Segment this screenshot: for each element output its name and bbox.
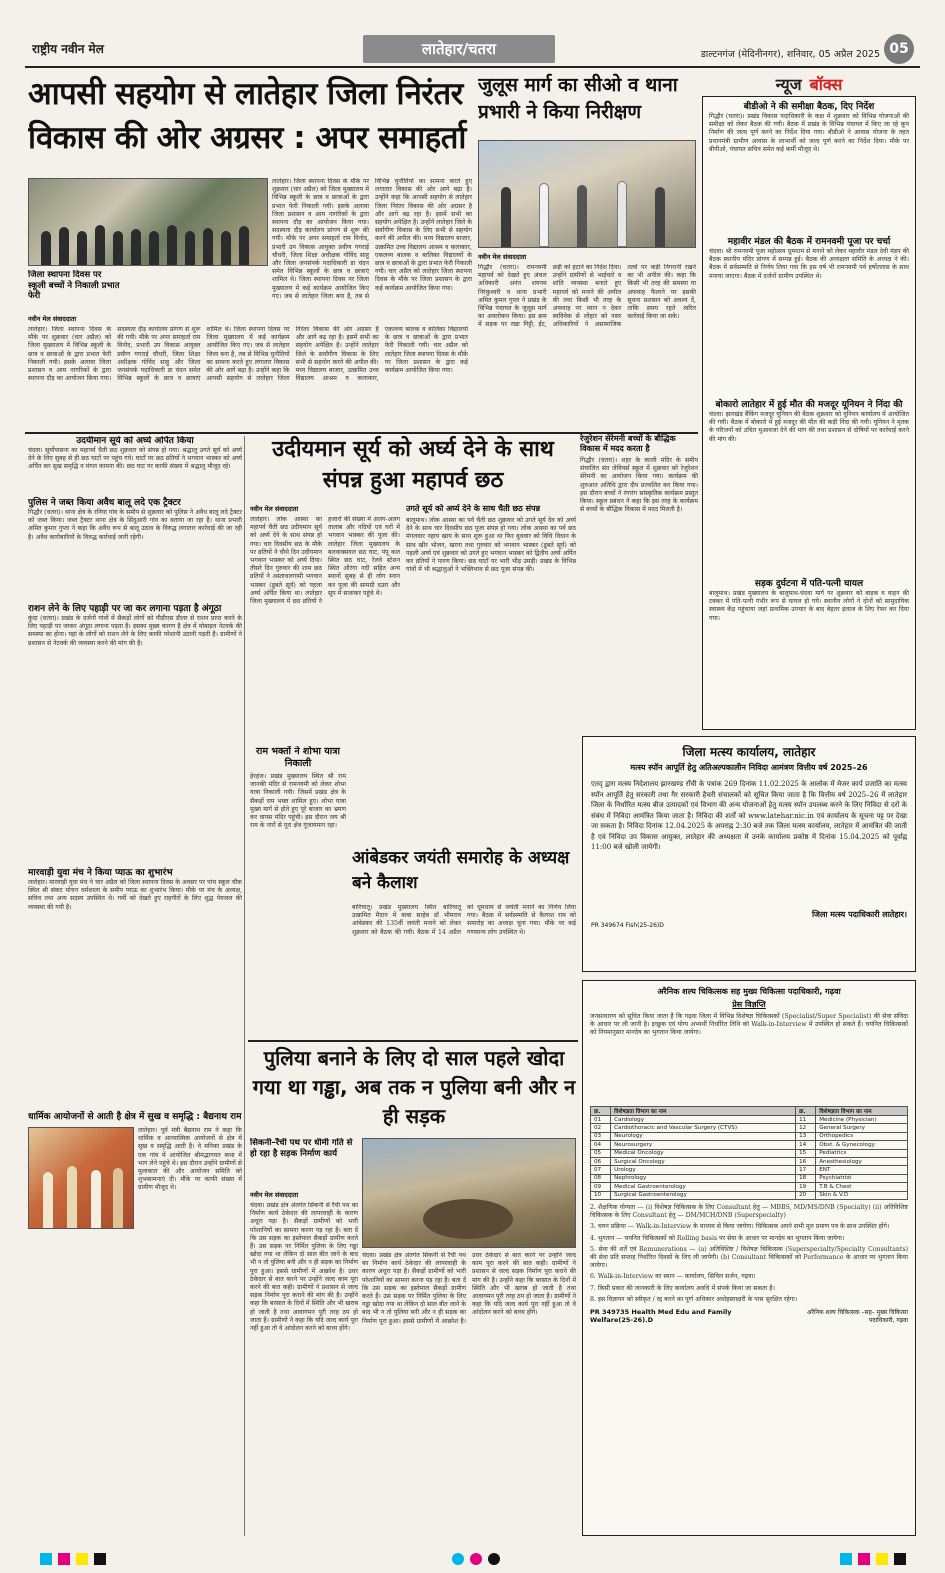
registration-mark-cyan [452,1553,464,1565]
culvert-photo [362,1138,576,1248]
health-points [590,1204,908,1304]
juloos-photo [478,140,696,248]
left-brief-2-body: गिद्धौर (चतरा)। थाना क्षेत्र के रनिया गांव के समीप से शुक्रवार को पुलिस ने अवैध बालू लदे ट्रैक्टर को जब्त किया। जब्त ट्रैक्टर थाना क्षेत्र के सिंदुआरी गांव का बताया जा रहा है। थाना प्रभारी अमित कुमार गुप्ता ने कहा कि अवैध रूप से बालू उठाव के विरुद्ध लगातार कार्रवाई की जा रही है। अवैध कारोबारियों के विरुद्ध कार्रवाई जारी रहेगी। [28,509,242,541]
table-cell: 01 [591,1116,611,1124]
table-cell: Medicine (Physician) [816,1116,908,1124]
lead-headline-text: आपसी सहयोग से लातेहार जिला निरंतर विकास की ओर अग्रसर : अपर समाहर्ता [28,76,466,156]
juloos-body [478,264,696,430]
registration-mark-yellow [76,1553,88,1565]
table-row [591,1166,908,1174]
registration-mark-magenta [470,1553,482,1565]
table-cell: 15 [796,1149,816,1157]
ram-story-body: हेरहंज। प्रखंड मुख्यालय स्थित श्री राम जानकी मंदिर से रामनवमी को लेकर शोभा यात्रा निकाली गयी। जिसमें प्रखंड क्षेत्र के सैकड़ों राम भक्त शामिल हुए। शोभा यात्रा मुख्य मार्ग से होते हुए पूरे बाजार का भ्रमण कर वापस मंदिर पहुंची। इस दौरान जय श्री राम के नारों से पूरा क्षेत्र गूंजायमान रहा। [250,773,346,830]
table-header-cell: क्र. [591,1107,611,1116]
table-cell: General Surgery [816,1124,908,1132]
photo-caption-text: जिला स्थापना दिवस पर स्कूली बच्चों ने निकाली प्रभात फेरी [28,270,120,301]
table-row [591,1174,908,1182]
table-cell: 20 [796,1191,816,1199]
news-item-2-head: महावीर मंडल की बैठक में रामनवमी पूजा पर चर्चा [727,237,891,247]
culvert-headline [250,1044,578,1134]
ambedkar-body [352,904,576,1036]
table-cell: Surgical Gastroenterology [611,1191,796,1199]
table-cell: Neurosurgery [611,1141,796,1149]
masthead-title: राष्ट्रीय नवीन मेल [32,42,104,56]
news-item-3-body: चंदवा। झारखंड बैंकिंग मजदूर यूनियन की बैठक शुक्रवार को यूनियन कार्यालय में आयोजित की गयी। बैठक में बोकारो में हुई मजदूर की मौत की कड़ी निंदा की गयी। यूनियन ने मृतक के परिजनों को उचित मुआवजा देने की मांग की तथा प्रशासन से दोषियों पर कार्रवाई करने की मांग की। [709,411,909,443]
left-brief-3-head: राशन लेने के लिए पहाड़ी पर जा कर लगाना पड़ता है अंगूठा [28,604,222,614]
table-cell: Orthopedics [816,1132,908,1140]
table-cell: 16 [796,1157,816,1165]
table-cell: 05 [591,1149,611,1157]
table-cell: 09 [591,1183,611,1191]
registration-mark-yellow [876,1553,888,1565]
registration-mark-magenta [58,1553,70,1565]
left-brief-5-photo [28,1127,134,1229]
ambedkar-headline-text: आंबेडकर जयंती समारोह के अध्यक्ष बने कैलाश [352,848,570,893]
header-rule [25,66,920,68]
juloos-headline [478,72,696,138]
chhath-byline-text: नवीन मेल संवाददाता [250,505,299,513]
juloos-headline-text: जुलूस मार्ग का सीओ व थाना प्रभारी ने किया निरीक्षण [478,74,678,123]
kids-story-body: गिद्धौर (चतरा)। शहर के काली मंदिर के समीप संचालित संत जेवियर्स स्कूल में शुक्रवार को रेजुरेशन सेरेमनी का आयोजन किया गया। कार्यक्रम की शुरुआत अतिथि द्वारा दीप प्रज्वलित कर किया गया। इस दौरान बच्चों ने रंगारंग सांस्कृतिक कार्यक्रम प्रस्तुत किया। स्कूल प्रबंधन ने कहा कि इस तरह के कार्यक्रम से बच्चों के बौद्धिक विकास में मदद मिलती है। [580,457,698,514]
health-point: 3. चयन प्रक्रिया — Walk-in-Interview के माध्यम से किया जायेगा। चिकित्सक अपने सभी मूल प्रमाण पत्र के साथ उपस्थित होंगे। [590,1223,890,1231]
table-cell: Cardiothoracic and Vascular Surgery (CTVS) [611,1124,796,1132]
health-notice: प्रेस विज्ञप्ति [732,1000,766,1009]
table-cell: Pediatrics [816,1149,908,1157]
ambedkar-headline [352,846,572,902]
health-signatory: अरैनिक शल्य चिकित्सक –सह– मुख्य चिकित्सा पदाधिकारी, गढ़वा [807,1308,908,1324]
chhath-headline [250,434,576,500]
culvert-body-2 [362,1252,576,1532]
table-cell: 02 [591,1124,611,1132]
table-cell: 08 [591,1174,611,1182]
table-header-cell: विशेषज्ञता विभाग का नाम [611,1107,796,1116]
table-header-cell: क्र. [796,1107,816,1116]
table-cell: 06 [591,1157,611,1165]
left-brief-4-body: लातेहार। मारवाड़ी युवा मंच ने चार अप्रैल को जिला स्थापना दिवस के अवसर पर पांच स्कूल चौक स्थित श्री संकट मोचन धर्मशाला के समीप प्याऊ का शुभारंभ किया। मौके पर मंच के अध्यक्ष, सचिव तथा अन्य सदस्य उपस्थित थे। गर्मी को देखते हुए राहगीरों के लिए शुद्ध पेयजल की व्यवस्था की गयी है। [28,879,242,911]
table-cell: Urology [611,1166,796,1174]
left-brief-1-head: उदयीमान सूर्य को अर्घ्य अर्पित किया [76,436,194,446]
dateline [610,42,880,58]
lead-body [28,326,468,430]
chhath-substory [406,504,576,742]
registration-mark-cyan [40,1553,52,1565]
culvert-headline-text: पुलिया बनाने के लिए दो साल पहले खोदा गया था गड्ढा, अब तक न पुलिया बनी और न ही सड़क [252,1046,576,1128]
lead-photo-caption [28,270,120,310]
table-cell: 03 [591,1132,611,1140]
section-title: लातेहार/चतरा [421,40,497,58]
juloos-byline [478,252,548,262]
tender-office: जिला मत्स्य कार्यालय, लातेहार [682,745,816,759]
kids-story-head: रेजुरेशन सेरेमनी बच्चों के बौद्धिक विकास में मदद करता है [580,434,676,453]
table-cell: 07 [591,1166,611,1174]
masthead [32,38,212,58]
left-brief-1-body: चंदवा। सूर्योपासना का महापर्व चैती छठ शुक्रवार को संपन्न हो गया। श्रद्धालु उगते सूर्य को अर्घ्य देने के लिए सुबह से ही छठ घाटों पर पहुंच गये। घाटों पर छठ व्रतियों ने भगवान भास्कर को अर्घ्य अर्पित कर सुख समृद्धि व मंगल कामना की। छठ घाट पर काफी संख्या में श्रद्धालु मौजूद रहे। [28,447,242,471]
lead-photo [28,178,268,266]
lead-byline-text: नवीन मेल संवाददाता [28,315,77,323]
tender-title: मत्स्य स्पॉन आपूर्ति हेतु अतिअल्पकालीन निविदा आमंत्रण वित्तीय वर्ष 2025–26 [630,763,868,772]
table-row [591,1149,908,1157]
section-banner [363,35,555,63]
left-brief-2-head: पुलिस ने जब्त किया अवैध बालू लदे एक ट्रैक्टर [28,498,181,508]
table-cell: Cardiology [611,1116,796,1124]
culvert-body-text: चंदवा। प्रखंड क्षेत्र अंतर्गत सिकनी से रैंची पथ का निर्माण कार्य ठेकेदार की लापरवाही के कारण अधूरा पड़ा है। सैकड़ों ग्रामीणों को भारी परेशानियों का सामना करना पड़ रहा है। बता दें कि उस सड़क का इस्तेमाल सैकड़ों ग्रामीण करते हैं। उस सड़क पर निर्मित पुलिया के लिए गड्ढा खोदा गया था लेकिन दो साल बीत जाने के बाद भी न तो पुलिया बनी और न ही सड़क का निर्माण पूरा हुआ। इससे ग्रामीणों में आक्रोश है। उधर ठेकेदार से बात करने पर उन्होंने जल्द काम पूरा करने की बात कही। ग्रामीणों ने प्रशासन से जल्द सड़क निर्माण पूरा कराने की मांग की है। उन्होंने कहा कि बरसात के दिनों में स्थिति और भी खराब हो जाती है तथा आवागमन पूरी तरह ठप हो जाता है। ग्रामीणों ने कहा कि यदि जल्द कार्य पूरा नहीं हुआ तो वे आंदोलन करने को बाध्य होंगे। [250,1202,358,1333]
lead-byline [28,314,120,324]
table-cell: Psychiatrist [816,1174,908,1182]
lead-headline [28,72,476,172]
registration-mark-black [488,1553,500,1565]
tender-pr: PR 349674 Fish(25-26)D [591,922,664,929]
table-row [591,1141,908,1149]
left-brief-5-body: लातेहार। पूर्व मंत्री बैद्यनाथ राम ने कहा कि धार्मिक व आध्यात्मिक आयोजनों से क्षेत्र में सुख व समृद्धि आती है। वे मनिका प्रखंड के एक गांव में आयोजित श्रीमद्भागवत कथा में भाग लेने पहुंचे थे। इस दौरान उन्होंने ग्रामीणों से मुलाकात की और आयोजन समिति को शुभकामनाएं दी। मौके पर काफी संख्या में ग्रामीण मौजूद थे। [138,1127,242,1192]
kids-story [580,434,698,744]
juloos-body-text: गिद्धौर (चतरा)। रामनवमी महापर्व को देखते हुए अंचल अधिकारी अनंत शयनम निरंकुश्वरी व थाना प्रभारी अमित कुमार गुप्ता ने प्रखंड के विभिन्न पंचायत के जुलूस मार्ग का अवलोकन किया। इस क्रम में सड़क पर रखा गिट्टी, ईंट, छड़ी को हटाने का निर्देश दिया। उन्होंने ग्रामीणों से भाईचारे व शांति व्यवस्था बनाते हुए महापर्व को मनाने की अपील की तथा किसी भी तरह के अफवाह पर ध्यान न देकर स्वविवेक से लोहार को नसर अधिकारियों ने असामाजिक तत्वों पर कड़ी निगरानी रखने का भी अपील की। कहा कि किसी भी तरह की समस्या या अफवाह फैलाने पर इसकी सूचना प्रशासन को अवश्य दें, ताकि समय रहते त्वरित कार्रवाई किया जा सके। [478,264,696,329]
health-ad [582,980,916,1536]
culvert-kicker [250,1138,358,1186]
table-row [591,1183,908,1191]
news-item-3-head: बोकारो लातेहार में हुई मौत की मजदूर यूनियन ने निंदा की [715,400,903,410]
health-point: 7. किसी प्रकार की जानकारी के लिए कार्यालय अवधि में संपर्क किया जा सकता है। [590,1284,775,1292]
table-cell: Surgical Oncology [611,1157,796,1165]
table-cell: Nephrology [611,1174,796,1182]
chhath-sub-body: बालूमाथ। लोक आस्था का पर्व चैती छठ शुक्रवार को उगते सूर्य देव को अर्घ्य देने के साथ चार दिवसीय छठ पूजा संपन्न हो गया। लोक आस्था का पर्व छठ मंगलवार नहाय खाय के साथ शुरू हुआ था फिर बुधवार को विधि विधान के साथ खीर भोजन, खरना तथा गुरुवार को भगवान भास्कर (डूबते सूर्य) को पहली अर्घ्य एवं शुक्रवार को उगते हुए भगवान भास्कर को द्वितीय अर्घ्य अर्पित कर व्रतियों ने पारण किया। छठ घाटों पर भारी भीड़ उमड़ी। प्रखंड के विभिन्न गांवों में भी श्रद्धालुओं ने भक्तिभाव से छठ पूजा संपन्न की। [406,517,576,574]
table-header-row [591,1107,908,1116]
table-cell: Anesthesiology [816,1157,908,1165]
culvert-top-rule [248,1040,578,1042]
health-pr: PR 349735 Health Med Edu and Family Welfare(25-26).D [590,1307,732,1324]
news-item-1-body: गिद्धौर (चतरा)। प्रखंड विकास पदाधिकारी के कक्ष में शुक्रवार को विभिन्न योजनाओं की समीक्षा को लेकर बैठक की गयी। बैठक में प्रखंड के विभिन्न पंचायत में किए जा रहे कूप निर्माण की जल्द पूर्ण करने का निर्देश दिया गया। बीडीओ ने आवास योजना के तहत प्रधानमंत्री ग्रामीण आवास के लाभार्थी को जल्द पूर्ण करने का निर्देश दिया। मौके पर बीपीओ, पंचायत सचिव समेत कई कर्मी मौजूद थे। [709,113,909,153]
health-office: अरैनिक शल्य चिकित्सक सह मुख्य चिकित्सा पदाधिकारी, गढ़वा [657,987,841,996]
page-number [884,34,914,64]
tender-ad [582,736,916,972]
table-cell: Skin & V.D [816,1191,908,1199]
table-cell: 18 [796,1174,816,1182]
chhath-headline-text: उदीयमान सूर्य को अर्घ्य देने के साथ संपन्न हुआ महापर्व छठ [272,437,554,493]
table-row [591,1116,908,1124]
table-cell: T.B & Chest [816,1183,908,1191]
table-cell: Medical Oncology [611,1149,796,1157]
registration-mark-magenta [858,1553,870,1565]
culvert-body-2-text: चंदवा। प्रखंड क्षेत्र अंतर्गत सिकनी से रैंची पथ का निर्माण कार्य ठेकेदार की लापरवाही के कारण अधूरा पड़ा है। सैकड़ों ग्रामीणों को भारी परेशानियों का सामना करना पड़ रहा है। बता दें कि उस सड़क का इस्तेमाल सैकड़ों ग्रामीण करते हैं। उस सड़क पर निर्मित पुलिया के लिए गड्ढा खोदा गया था लेकिन दो साल बीत जाने के बाद भी न तो पुलिया बनी और न ही सड़क का निर्माण पूरा हुआ। इससे ग्रामीणों में आक्रोश है। उधर ठेकेदार से बात करने पर उन्होंने जल्द काम पूरा करने की बात कही। ग्रामीणों ने प्रशासन से जल्द सड़क निर्माण पूरा कराने की मांग की है। उन्होंने कहा कि बरसात के दिनों में स्थिति और भी खराब हो जाती है तथा आवागमन पूरी तरह ठप हो जाता है। ग्रामीणों ने कहा कि यदि जल्द कार्य पूरा नहीं हुआ तो वे आंदोलन करने को बाध्य होंगे। [362,1252,576,1325]
chhath-body-text: लातेहार। लोक आस्था का महापर्व चैती छठ उदीयमान सूर्य को अर्घ्य देने के साथ संपन्न हो गया। चार दिवसीय छठ के मौके पर व्रतियों ने चौथे दिन उदीयमान भगवान भास्कर को अर्घ्य दिया। तीसरे दिन गुरुवार की शाम छठ व्रतियों ने अस्ताचलगामी भगवान भास्कर (डूबते सूर्य) को पहला अर्घ्य अर्पित किया था। लातेहार जिला मुख्यालय में छठ व्रतियों ने हजारों की संख्या में अलग-अलग तालाब और नदियों एवं घरों में भगवान भास्कर की पूजा की। लातेहार जिला मुख्यालय के बलवाक्सवल छठ घाट, पंपू कल स्थित छठ घाट, रेलवे स्टेशन स्थित औरंगा नदी सहित अन्य स्थानों सुबह से ही लोग स्नान कर पूजा की सामग्री दउरा और सूप में सजाकर पहुंचे थे। [250,516,400,606]
table-header-cell: विशेषज्ञता विभाग का नाम [816,1107,908,1116]
left-column [28,436,242,1536]
news-item-4-head: सड़क दुर्घटना में पति-पत्नी घायल [754,579,864,589]
lead-body-text: लातेहार। जिला स्थापना दिवस के मौके पर शुक्रवार (चार अप्रैल) को जिला मुख्यालय में विभिन्न स्कूली के छात्र व छात्राओं के द्वारा प्रभात फेरी निकाली गयी। इसके अलावा जिला प्रशासन व आम नागरिकों के द्वारा स्थापना दौड़ का आयोजन किया गया। सदस्यता दौड़ कार्यालय प्रांगण से शुरू की गयी। मौके पर अपर समाहर्ता राम विनोद, प्रभारी उप विकास आयुक्त प्रवीण गगराई चौधरी, जिला शिक्षा अधीक्षक गोविंद साहु और जिला जनसंपर्क पदाधिकारी डा चंदन समेत विभिन्न स्कूलों के छात्र व छात्राएं शामिल थे। जिला स्थापना दिवस पर जिला मुख्यालय में कई कार्यक्रम आयोजित किए गए। जब से लातेहार जिला बना है, तब से विभिन्न चुनौतियों का सामना करते हुए लगातार विकास की ओर आगे बढ़ा है। उन्होंने कहा कि आपसी सहयोग से लातेहार जिला निरंतर विकास की ओर अग्रसर है और आगे बढ़ रहा है। इसमें सभी का सहयोग अपेक्षित है। उन्होंने लातेहार जिले के सर्वांगीण विकास के लिए सभी से सहयोग करने की अपील की। मध्य विद्यालय बाजार, उत्क्रमित उच्च विद्यालय आश्रम व कलाकार, एकलव्य बालक व बालिका विद्यालयों के छात्र व छात्राओं के द्वारा प्रभात फेरी निकाली गयी। चार अप्रैल को लातेहार जिला स्थापना दिवस के मौके पर जिला प्रशासन के द्वारा कई कार्यक्रम आयोजित किया गया। [28,326,468,383]
table-row [591,1157,908,1165]
table-row [591,1191,908,1199]
table-cell: Neurology [611,1132,796,1140]
table-cell: 13 [796,1132,816,1140]
news-item-1-head: बीडीओ ने की समीक्षा बैठक, दिए निर्देश [743,102,875,112]
culvert-kicker-text: सिकनी–रैंची पथ पर धीमी गति से हो रहा है सड़क निर्माण कार्य [250,1138,353,1159]
table-row [591,1124,908,1132]
ram-story [250,746,346,1036]
page-number-text: 05 [889,41,909,57]
table-row [591,1132,908,1140]
table-cell: 19 [796,1183,816,1191]
table-cell: 14 [796,1141,816,1149]
tender-signatory: जिला मत्स्य पदाधिकारी लातेहार। [811,910,907,919]
culvert-byline-text: नवीन मेल संवाददाता [250,1191,299,1199]
health-point: 4. भुगतान — चयनित चिकित्सकों को Rolling basis पर सेवा के आधार पर मानदेय का भुगतान किया जायेगा। [590,1234,845,1242]
news-item-2-body: चंदवा। श्री रामनवमी पूजा महोत्सव धूमधाम से मनाने को लेकर महावीर मंडल देवी मंडप की बैठक स्थानीय मंदिर प्रांगण में सम्पन्न हुई। बैठक की अध्यक्षता समिति के अध्यक्ष ने की। बैठक में सर्वसम्मति से निर्णय लिया गया कि इस वर्ष भी रामनवमी पर्व हर्षोल्लास के साथ मनाया जाएगा। बैठक में दर्जनों ग्रामीण उपस्थित थे। [709,248,909,280]
table-cell: ENT [816,1166,908,1174]
specialty-table [590,1106,908,1200]
news-box-title-b: बॉक्स [809,75,843,94]
health-point: 6. Walk-in-Interview का स्थान — कार्यालय, सिविल सर्जन, गढ़वा। [590,1273,756,1281]
health-point: 2. शैक्षणिक योग्यता — (i) विशेषज्ञ चिकित्सक के लिए Consultant हेतु — MBBS, MD/MS/DNB (Specialty) (ii) अतिविशिष्ट चिकित्सक के लिए Consultant हेतु — DM/MCH/DNB (Superspecialty) [590,1203,908,1220]
left-brief-5-head: धार्मिक आयोजनों से आती है क्षेत्र में सुख व समृद्धि : बैद्यनाथ राम [28,1112,242,1122]
chhath-byline [250,504,350,514]
news-box [702,96,916,730]
health-point: 8. इस विज्ञापन को स्वीकृत / रद्द करने का पूर्ण अधिकार अधोहस्ताक्षरी के पास सुरक्षित रहेगा। [590,1295,798,1303]
health-point: 5. सेवा की शर्तें एवं Remunerations — (a) अतिविशिष्ट / विशेषज्ञ चिकित्सक (Superspecialty/Specialty Consultants) की सेवा प्रति सप्ताह निर्धारित दिवसों के लिए ली जायेगी। (b) Consultant चिकित्सकों को Performance के आधार पर भुगतान किया जायेगा। [590,1245,908,1270]
table-cell: 04 [591,1141,611,1149]
juloos-byline-text: नवीन मेल संवाददाता [478,253,527,261]
table-cell: 11 [796,1116,816,1124]
tender-body: एतद् द्वारा मत्स्य निदेशालय झारखण्ड राँची के पत्रांक 269 दिनांक 11.02.2025 के आलोक में मेजर कार्प प्रजाति का मत्स्य स्पॉन आपूर्ति हेतु सरकारी तथा गैर सरकारी हैचरी संचालकों को सूचित किया जाता है कि वित्तीय वर्ष 2025–26 में लातेहार जिला के निर्धारित मत्स्य बीज उत्पादकों एवं विभाग की अन्य योजनाओं हेतु मत्स्य स्पॉन उपलब्ध करने के लिए निविदा से दरों के संबंध में निविदा आमंत्रित किया जाता है। निविदा की शर्तों को www.latehar.nic.in एवं कार्यालय के सूचना पट्ट पर देखा जा सकता है। निविदा दिनांक 12.04.2025 के अपराह्न 2:30 बजे तक जिला मत्स्य कार्यालय, लातेहार में आमंत्रित की जाती है एवं निविदा उप विकास आयुक्त, लातेहार की अध्यक्षता में उनके कार्यालय प्रकोष्ठ में दिनांक 15.04.2025 को पूर्वाह्न 11:00 बजे खोली जायेगी। [591,780,907,851]
left-brief-3-body: कुंदा (चतरा)। प्रखंड के दर्जनों गांवों में सैकड़ों लोगों को पीडीएस डीलर से राशन प्राप्त करने के लिए पहाड़ी पर जाकर अंगूठा लगाना पड़ता है। इसका मुख्य कारण है क्षेत्र में मोबाइल नेटवर्क की समस्या का होना। यहां के लोगों को राशन लेने के लिए काफी परेशानी उठानी पड़ती है। ग्रामीणों ने प्रशासन से नेटवर्क की व्यवस्था करने की मांग की है। [28,615,242,647]
chhath-sub-head: उगते सूर्य को अर्घ्य देने के साथ चैती छठ संपन्न [406,504,541,513]
lead-body-side [272,178,472,326]
chhath-body [250,516,400,742]
news-box-title-a: न्यूज [775,75,802,94]
registration-mark-cyan [840,1553,852,1565]
lead-body-side-text: लातेहार। जिला स्थापना दिवस के मौके पर शुक्रवार (चार अप्रैल) को जिला मुख्यालय में विभिन्न स्कूली के छात्र व छात्राओं के द्वारा प्रभात फेरी निकाली गयी। इसके अलावा जिला प्रशासन व आम नागरिकों के द्वारा स्थापना दौड़ का आयोजन किया गया। सदस्यता दौड़ कार्यालय प्रांगण से शुरू की गयी। मौके पर अपर समाहर्ता राम विनोद, प्रभारी उप विकास आयुक्त प्रवीण गगराई चौधरी, जिला शिक्षा अधीक्षक गोविंद साहु और जिला जनसंपर्क पदाधिकारी डा चंदन समेत विभिन्न स्कूलों के छात्र व छात्राएं शामिल थे। जिला स्थापना दिवस पर जिला मुख्यालय में कई कार्यक्रम आयोजित किए गए। जब से लातेहार जिला बना है, तब से विभिन्न चुनौतियों का सामना करते हुए लगातार विकास की ओर आगे बढ़ा है। उन्होंने कहा कि आपसी सहयोग से लातेहार जिला निरंतर विकास की ओर अग्रसर है और आगे बढ़ रहा है। इसमें सभी का सहयोग अपेक्षित है। उन्होंने लातेहार जिले के सर्वांगीण विकास के लिए सभी से सहयोग करने की अपील की। मध्य विद्यालय बाजार, उत्क्रमित उच्च विद्यालय आश्रम व कलाकार, एकलव्य बालक व बालिका विद्यालयों के छात्र व छात्राओं के द्वारा प्रभात फेरी निकाली गयी। चार अप्रैल को लातेहार जिला स्थापना दिवस के मौके पर जिला प्रशासन के द्वारा कई कार्यक्रम आयोजित किया गया। [272,178,472,300]
ambedkar-body-text: बारियातू। प्रखंड मुख्यालय स्थित बारियातू उत्क्रमित मैदान में बाबा साहेब डॉ भीमराव आंबेडकर की 135वीं जयंती मनाने को लेकर शुक्रवार को बैठक की गयी। बैठक में 14 अप्रैल को धूमधाम से जयंती मनाने का निर्णय लिया गया। बैठक में सर्वसम्मति से कैलाश राम को समारोह का अध्यक्ष चुना गया। मौके पर कई गणमान्य लोग उपस्थित थे। [352,904,576,936]
table-cell: 17 [796,1166,816,1174]
dateline-text: डाल्टनगंज (मेदिनीनगर), शनिवार, 05 अप्रैल 2025 [700,49,880,58]
registration-mark-black [94,1553,106,1565]
culvert-body [250,1202,358,1532]
registration-mark-black [894,1553,906,1565]
news-item-4-body: बालूमाथ। प्रखंड मुख्यालय के बालूमाथ-चंदवा मार्ग पर शुक्रवार को बाइक व वाहन की टक्कर में पति-पत्नी गंभीर रूप से घायल हो गये। स्थानीय लोगों ने दोनों को सामुदायिक स्वास्थ्य केंद्र पहुंचाया जहां प्राथमिक उपचार के बाद बेहतर इलाज के लिए रेफर कर दिया गया। [709,590,909,622]
table-cell: Medical Gastroenterology [611,1183,796,1191]
culvert-byline [250,1190,350,1200]
table-cell: 12 [796,1124,816,1132]
table-cell: Obst. & Gynecology [816,1141,908,1149]
left-col-divider [244,436,245,1536]
news-box-header [702,72,916,96]
ram-story-head: राम भक्तों ने शोभा यात्रा निकाली [256,746,340,769]
left-brief-4-head: मारवाड़ी युवा मंच ने किया प्याऊ का शुभारंभ [28,868,173,878]
table-cell: 10 [591,1191,611,1199]
health-intro: जनसाधारण को सूचित किया जाता है कि गढ़वा जिला में विभिन्न विशेषज्ञ चिकित्सकों (Specialist/Super Specialist) की सेवा संविदा के आधार पर ली जानी है। इच्छुक एवं योग्य अभ्यर्थी निर्धारित तिथि को Walk-in-Interview में उपस्थित हो सकते हैं। चयनित चिकित्सकों को नियमानुसार मानदेय का भुगतान किया जायेगा। [590,1013,908,1037]
